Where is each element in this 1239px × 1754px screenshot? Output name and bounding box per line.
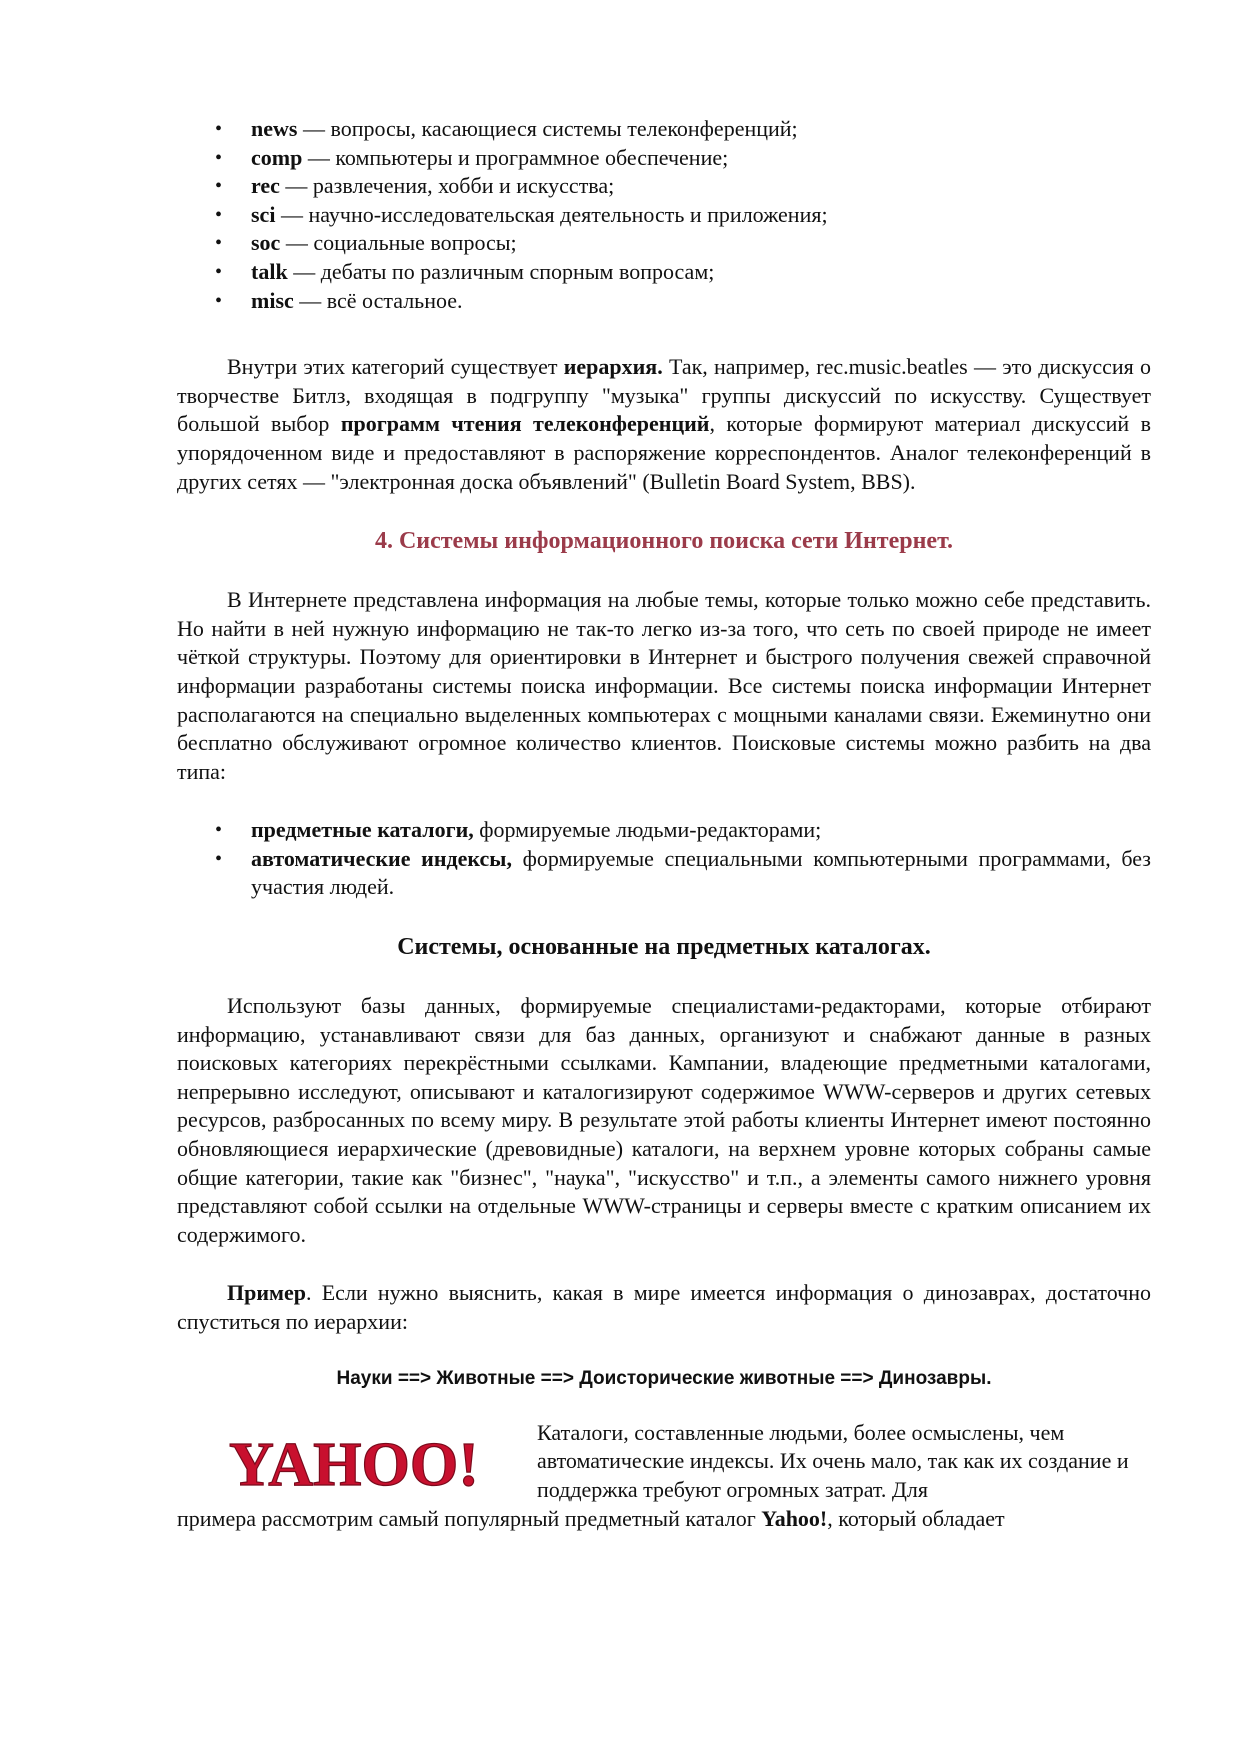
category-list (177, 115, 1151, 315)
paragraph-search-intro: В Интернете представлена информация на любые темы, которые только можно себе представить. Но найти в ней нужную информацию не так-то легко из-за того, что сеть по своей природе не имеет чёткой структуры. Поэтому для ориентировки в Интернет и быстрого получения свежей справочной информации разработаны системы поиска информации. Все системы поиска информации Интернет располагаются на специально выделенных компьютерах с мощными каналами связи. Ежеминутно они бесплатно обслуживают огромное количество клиентов. Поисковые системы можно разбить на два типа: (177, 587, 1151, 784)
paragraph-catalogs: Используют базы данных, формируемые специалистами-редакторами, которые отбирают информацию, устанавливают связи для баз данных, организуют и снабжают данные в разных поисковых категориях перекрёстными ссылками. Кампании, владеющие предметными каталогами, непрерывно исследуют, описывают и каталогизируют содержимое WWW-серверов и других сетевых ресурсов, разбросанных по всему миру. В результате этой работы клиенты Интернет имеют постоянно обновляющиеся иерархические (древовидные) каталоги, на верхнем уровне которых собраны самые общие категории, такие как "бизнес", "наука", "искусство" и т.п., а элементы самого нижнего уровня представляют собой ссылки на отдельные WWW-страницы и серверы вместе с кратким описанием их содержимого. (177, 993, 1151, 1247)
category-term: rec (251, 173, 280, 199)
list-item: • автоматические индексы, формируемые специальными компьютерными программами, без участия людей. (251, 845, 1151, 902)
category-term: talk (251, 258, 288, 284)
list-item (251, 229, 1151, 258)
category-term: sci (251, 201, 276, 227)
list-item (251, 115, 1151, 144)
list-item (251, 287, 1151, 316)
category-desc: — дебаты по различным спорным вопросам; (287, 258, 715, 284)
yahoo-block (177, 1419, 1151, 1505)
category-desc: — всё остальное. (293, 287, 463, 313)
yahoo-paragraph: Каталоги, составленные людьми, более осмыслены, чем автоматические индексы. Их очень мало, так как их создание и поддержка требуют огромных затрат. Для (537, 1419, 1129, 1502)
hierarchy-path: Науки ==> Животные ==> Доисторические животные ==> Динозавры. (336, 1367, 992, 1389)
category-desc: — научно-исследовательская деятельность и приложения; (275, 201, 828, 227)
section-heading: 4. Системы информационного поиска сети Интернет. (374, 528, 954, 555)
document-page (177, 115, 1151, 1533)
paragraph-hierarchy: Внутри этих категорий существует иерархия. Так, например, rec.music.beatles — это дискуссия о творчестве Битлз, входящая в подгруппу "музыка" группы дискуссий по искусству. Существует большой выбор программ чтения телеконференций, которые формируют материал дискуссий в упорядоченном виде и предоставляют в распоряжение корреспондентов. Аналог телеконференций в других сетях — "электронная доска объявлений" (Bulletin Board System, BBS). (177, 354, 1152, 494)
yahoo-paragraph-continued: примера рассмотрим самый популярный предметный каталог Yahoo!, который обладает (177, 1505, 1005, 1531)
category-term: comp (251, 144, 303, 170)
list-item (251, 144, 1151, 173)
paragraph-example: Пример. Если нужно выяснить, какая в мире имеется информация о динозаврах, достаточно спуститься по иерархии: (177, 1280, 1151, 1334)
svg-text:YAHOO!: YAHOO! (229, 1430, 479, 1497)
category-desc: — социальные вопросы; (280, 230, 517, 256)
category-term: soc (251, 230, 281, 256)
list-item (251, 201, 1151, 230)
yahoo-logo (219, 1427, 489, 1497)
search-types-list (177, 816, 1151, 902)
category-term: misc (251, 287, 294, 313)
category-desc: — развлечения, хобби и искусства; (279, 173, 615, 199)
list-item (251, 258, 1151, 287)
category-term: news (251, 116, 298, 141)
category-desc: — вопросы, касающиеся системы телеконференций; (297, 116, 798, 141)
subsection-heading: Системы, основанные на предметных каталогах. (397, 934, 931, 961)
list-item (251, 172, 1151, 201)
list-item: • предметные каталоги, формируемые людьми-редакторами; (251, 816, 1151, 845)
category-desc: — компьютеры и программное обеспечение; (302, 144, 729, 170)
